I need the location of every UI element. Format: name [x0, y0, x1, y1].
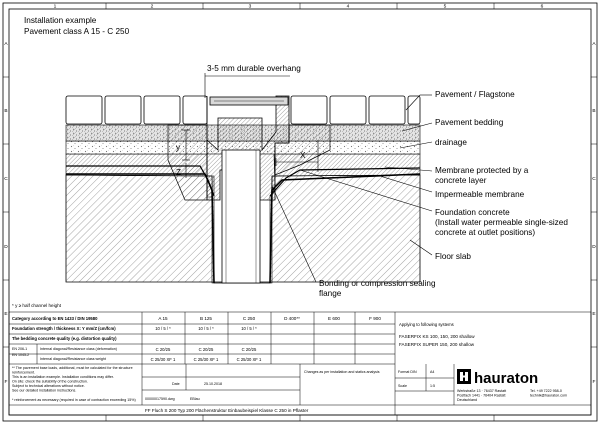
val-exposure-b125: C 25/30 XF 1 [193, 357, 219, 362]
grid-row-a-right: A [592, 42, 596, 47]
scale-label: Scale [398, 384, 407, 388]
note-1: ** The pavement base loads, additional, must be calculated for the structure [12, 366, 133, 370]
brand-name: hauraton [474, 370, 539, 387]
note-5: Subject to technical alterations without notice. [12, 384, 85, 388]
company-line-1: Werkstraße 13 · 76437 Rastatt [457, 389, 507, 393]
cross-section [66, 96, 420, 283]
class-c250: C 250 [242, 316, 256, 321]
label-bonding-2: flange [319, 289, 342, 298]
grid-row-f: F [4, 380, 8, 385]
hauraton-logo [457, 369, 471, 384]
val-concrete-a15: C 20/25 [155, 347, 171, 352]
overhang-dimension [205, 73, 290, 98]
contact-line-2: technik@hauraton.com [530, 393, 568, 398]
note-3: This is an installation example. Installation conditions may differ. [12, 375, 114, 379]
author: EBlau [190, 397, 200, 401]
label-foundation-2: (Install water permeable single-sized [435, 218, 568, 227]
label-bonding-1: Bonding or compression sealing [319, 279, 436, 288]
val-foundation-a15: 10 / 5 / * [155, 326, 171, 331]
grid-col-6: 6 [540, 4, 544, 10]
label-pavement: Pavement / Flagstone [435, 90, 515, 99]
label-membrane-2: concrete layer [435, 176, 487, 185]
grid-row-c: C [4, 177, 8, 182]
label-foundation-1: Foundation concrete [435, 208, 510, 217]
tb-row-bedding: The bedding concrete quality (e.g. distortion quality) [12, 336, 117, 341]
grid-row-a: A [4, 42, 8, 47]
grid-row-e: E [4, 312, 8, 317]
grid-row-b-right: B [592, 109, 596, 114]
drawing-description: FF Fluch S 200 Typ 200 Flächenstruktur Einbaubeispiel Klasse C 250 in Pflaster [145, 408, 309, 413]
class-a15: A 15 [158, 316, 168, 321]
reinforcement-note: * reinforcement as necessary (required in case of contraction exceeding 15%) [12, 398, 136, 402]
z-label: Z [176, 168, 182, 177]
format-value: A4 [430, 370, 435, 374]
grid-row-d: D [4, 245, 8, 250]
scale-value: 1:5 [430, 384, 435, 388]
label-membrane-1: Membrane protected by a [435, 166, 529, 175]
tb-row-foundation: Foundation strength / thickness X: Y mm/Z (cm/fcm) [12, 326, 116, 331]
x-label: X [300, 151, 306, 160]
grid-row-f-right: F [592, 380, 596, 385]
tb-row-category: Category according to EN 1433 / DIN 19580 [12, 316, 98, 321]
title-line-1: Installation example [24, 16, 97, 25]
tb-en-label-1: EN 206-1 [12, 347, 28, 351]
label-drainage: drainage [435, 138, 467, 147]
system-line-1: FASERFIX KS 100, 150, 200 shallow [399, 334, 475, 339]
change-note: Changes as per installation and statics analysis [304, 370, 380, 374]
class-f900: F 900 [369, 316, 381, 321]
applies-heading: Applying to following systems [399, 322, 454, 327]
grid-col-5: 5 [443, 4, 447, 10]
y-label: y [176, 143, 181, 152]
val-concrete-c250: C 20/25 [241, 347, 257, 352]
title-line-2: Pavement class A 15 - C 250 [24, 27, 130, 36]
company-line-2: Postfach 1441 · 76404 Rastatt [457, 393, 506, 398]
label-floor-slab: Floor slab [435, 252, 471, 261]
grid-row-b: B [4, 109, 8, 114]
grid-col-1: 1 [53, 4, 57, 10]
date-value: 25.10.2018 [204, 382, 222, 386]
class-e600: E 600 [327, 316, 341, 321]
system-line-2: FASERFIX SUPER 150, 200 shallow [399, 342, 475, 347]
note-4: On site: check the suitability of the construction. [12, 379, 88, 384]
label-bedding: Pavement bedding [435, 118, 504, 127]
overhang-label: 3-5 mm durable overhang [207, 64, 301, 73]
tb-row-diagonal: Internal diagonal/Resistance class (deformation) [40, 347, 117, 351]
date-label: Date [172, 382, 180, 386]
drawing-number: 00000017590.dwg [145, 397, 175, 401]
contact-line-1: Tel. +49 7222 958-0 [530, 389, 562, 393]
grid-row-c-right: C [592, 177, 596, 182]
outlet-pipe [222, 150, 260, 283]
tb-row-weight: Internal diagonal/Resistance class weight [40, 357, 106, 361]
val-concrete-b125: C 20/25 [198, 347, 214, 352]
company-line-3: Deutschland [457, 398, 477, 402]
val-exposure-a15: C 25/30 XF 1 [150, 357, 176, 362]
note-2: reinforcement. [12, 370, 35, 375]
val-foundation-c250: 10 / 5 / * [241, 326, 257, 331]
format-label: Format DIN [398, 370, 417, 374]
grid-row-e-right: E [592, 312, 596, 317]
class-b125: B 125 [199, 316, 213, 321]
val-foundation-b125: 10 / 5 / * [198, 326, 214, 331]
note-6: See our detailed installation instructions. [12, 388, 77, 393]
class-d400: D 400** [284, 316, 300, 321]
tb-en-label-2: EN 1045-2 [12, 353, 30, 357]
footnote: * y ≥ half channel height [12, 303, 62, 308]
label-foundation-3: concrete at outlet positions) [435, 228, 536, 237]
label-impermeable: Impermeable membrane [435, 190, 525, 199]
grid-col-2: 2 [150, 4, 154, 10]
grid-col-4: 4 [346, 4, 350, 10]
grid-row-d-right: D [592, 245, 596, 250]
val-exposure-c250: C 25/30 XF 1 [236, 357, 262, 362]
grid-col-3: 3 [248, 4, 252, 10]
